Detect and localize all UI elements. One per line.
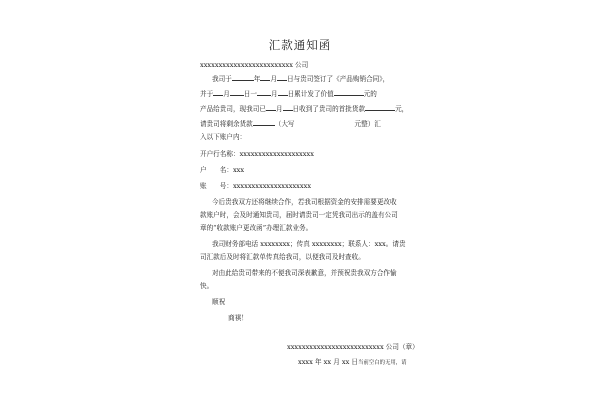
- account-number-label: 账 号：: [200, 182, 233, 190]
- signature-date: xxxx 年 xx 月 xx 日: [298, 358, 359, 366]
- account-number-row: [200, 182, 311, 190]
- signature-date-row: [298, 358, 407, 367]
- paragraph-1-line-5: 入以下账户内：: [200, 133, 247, 141]
- recipient-line: xxxxxxxxxxxxxxxxxxxxxxxxx 公司: [200, 61, 309, 69]
- bank-name-row: [200, 150, 314, 158]
- paragraph-4-line-2: 快。: [200, 282, 214, 290]
- account-number-value: xxxxxxxxxxxxxxxxxxxxx: [232, 182, 312, 190]
- paragraph-1-line-3: 产品给贵司，现我司已 月 日收到了贵司的首批货款 元，: [200, 105, 409, 113]
- paragraph-4-line-1: 对由此给贵司带来的不便我司深表歉意，并预祝贵我双方合作愉: [212, 269, 397, 277]
- paragraph-3-line-2: 司汇款后及时将汇款单传真给我司，以便我司及时查收。: [200, 253, 365, 261]
- paragraph-1-line-1: 我司于 年 月 日与贵司签订了《产品购销合同》，: [212, 75, 390, 83]
- closing-line-1: 顺祝: [212, 298, 226, 306]
- closing-line-2: 商祺！: [228, 314, 248, 322]
- paragraph-2-line-3: 章的“收款账户更改函”办理汇款业务。: [200, 224, 313, 232]
- paragraph-1-line-4: 请贵司将剩余货款 （大写 元整）汇: [200, 120, 381, 128]
- account-holder-row: [200, 166, 244, 174]
- account-holder-label: 户 名：: [200, 166, 233, 174]
- paragraph-3-line-1: 我司财务部电话 xxxxxxxx；传真 xxxxxxxx；联系人：xxx。请贵: [212, 240, 406, 248]
- paragraph-1-line-2: 并于 月 日一 月 日累计发了价值 元的: [200, 90, 377, 98]
- letter-title: 汇款通知函: [268, 38, 332, 52]
- account-holder-value: xxx: [232, 166, 245, 174]
- signature-company: xxxxxxxxxxxxxxxxxxxxxxxxxx 公司（章）: [287, 343, 419, 351]
- paragraph-2-line-2: 款账户时，会及时通知贵司，届时请贵司一定凭我司出示的盖有公司: [200, 211, 398, 219]
- bank-name-value: xxxxxxxxxxxxxxxxxxxx: [239, 150, 314, 158]
- bank-name-label: 开户行名称：: [200, 150, 240, 158]
- signature-note: 当前空白的无用，请: [358, 360, 407, 366]
- paragraph-2-line-1: 今后贵我双方还将继续合作，若我司根据资金的安排需要更改收: [212, 198, 397, 206]
